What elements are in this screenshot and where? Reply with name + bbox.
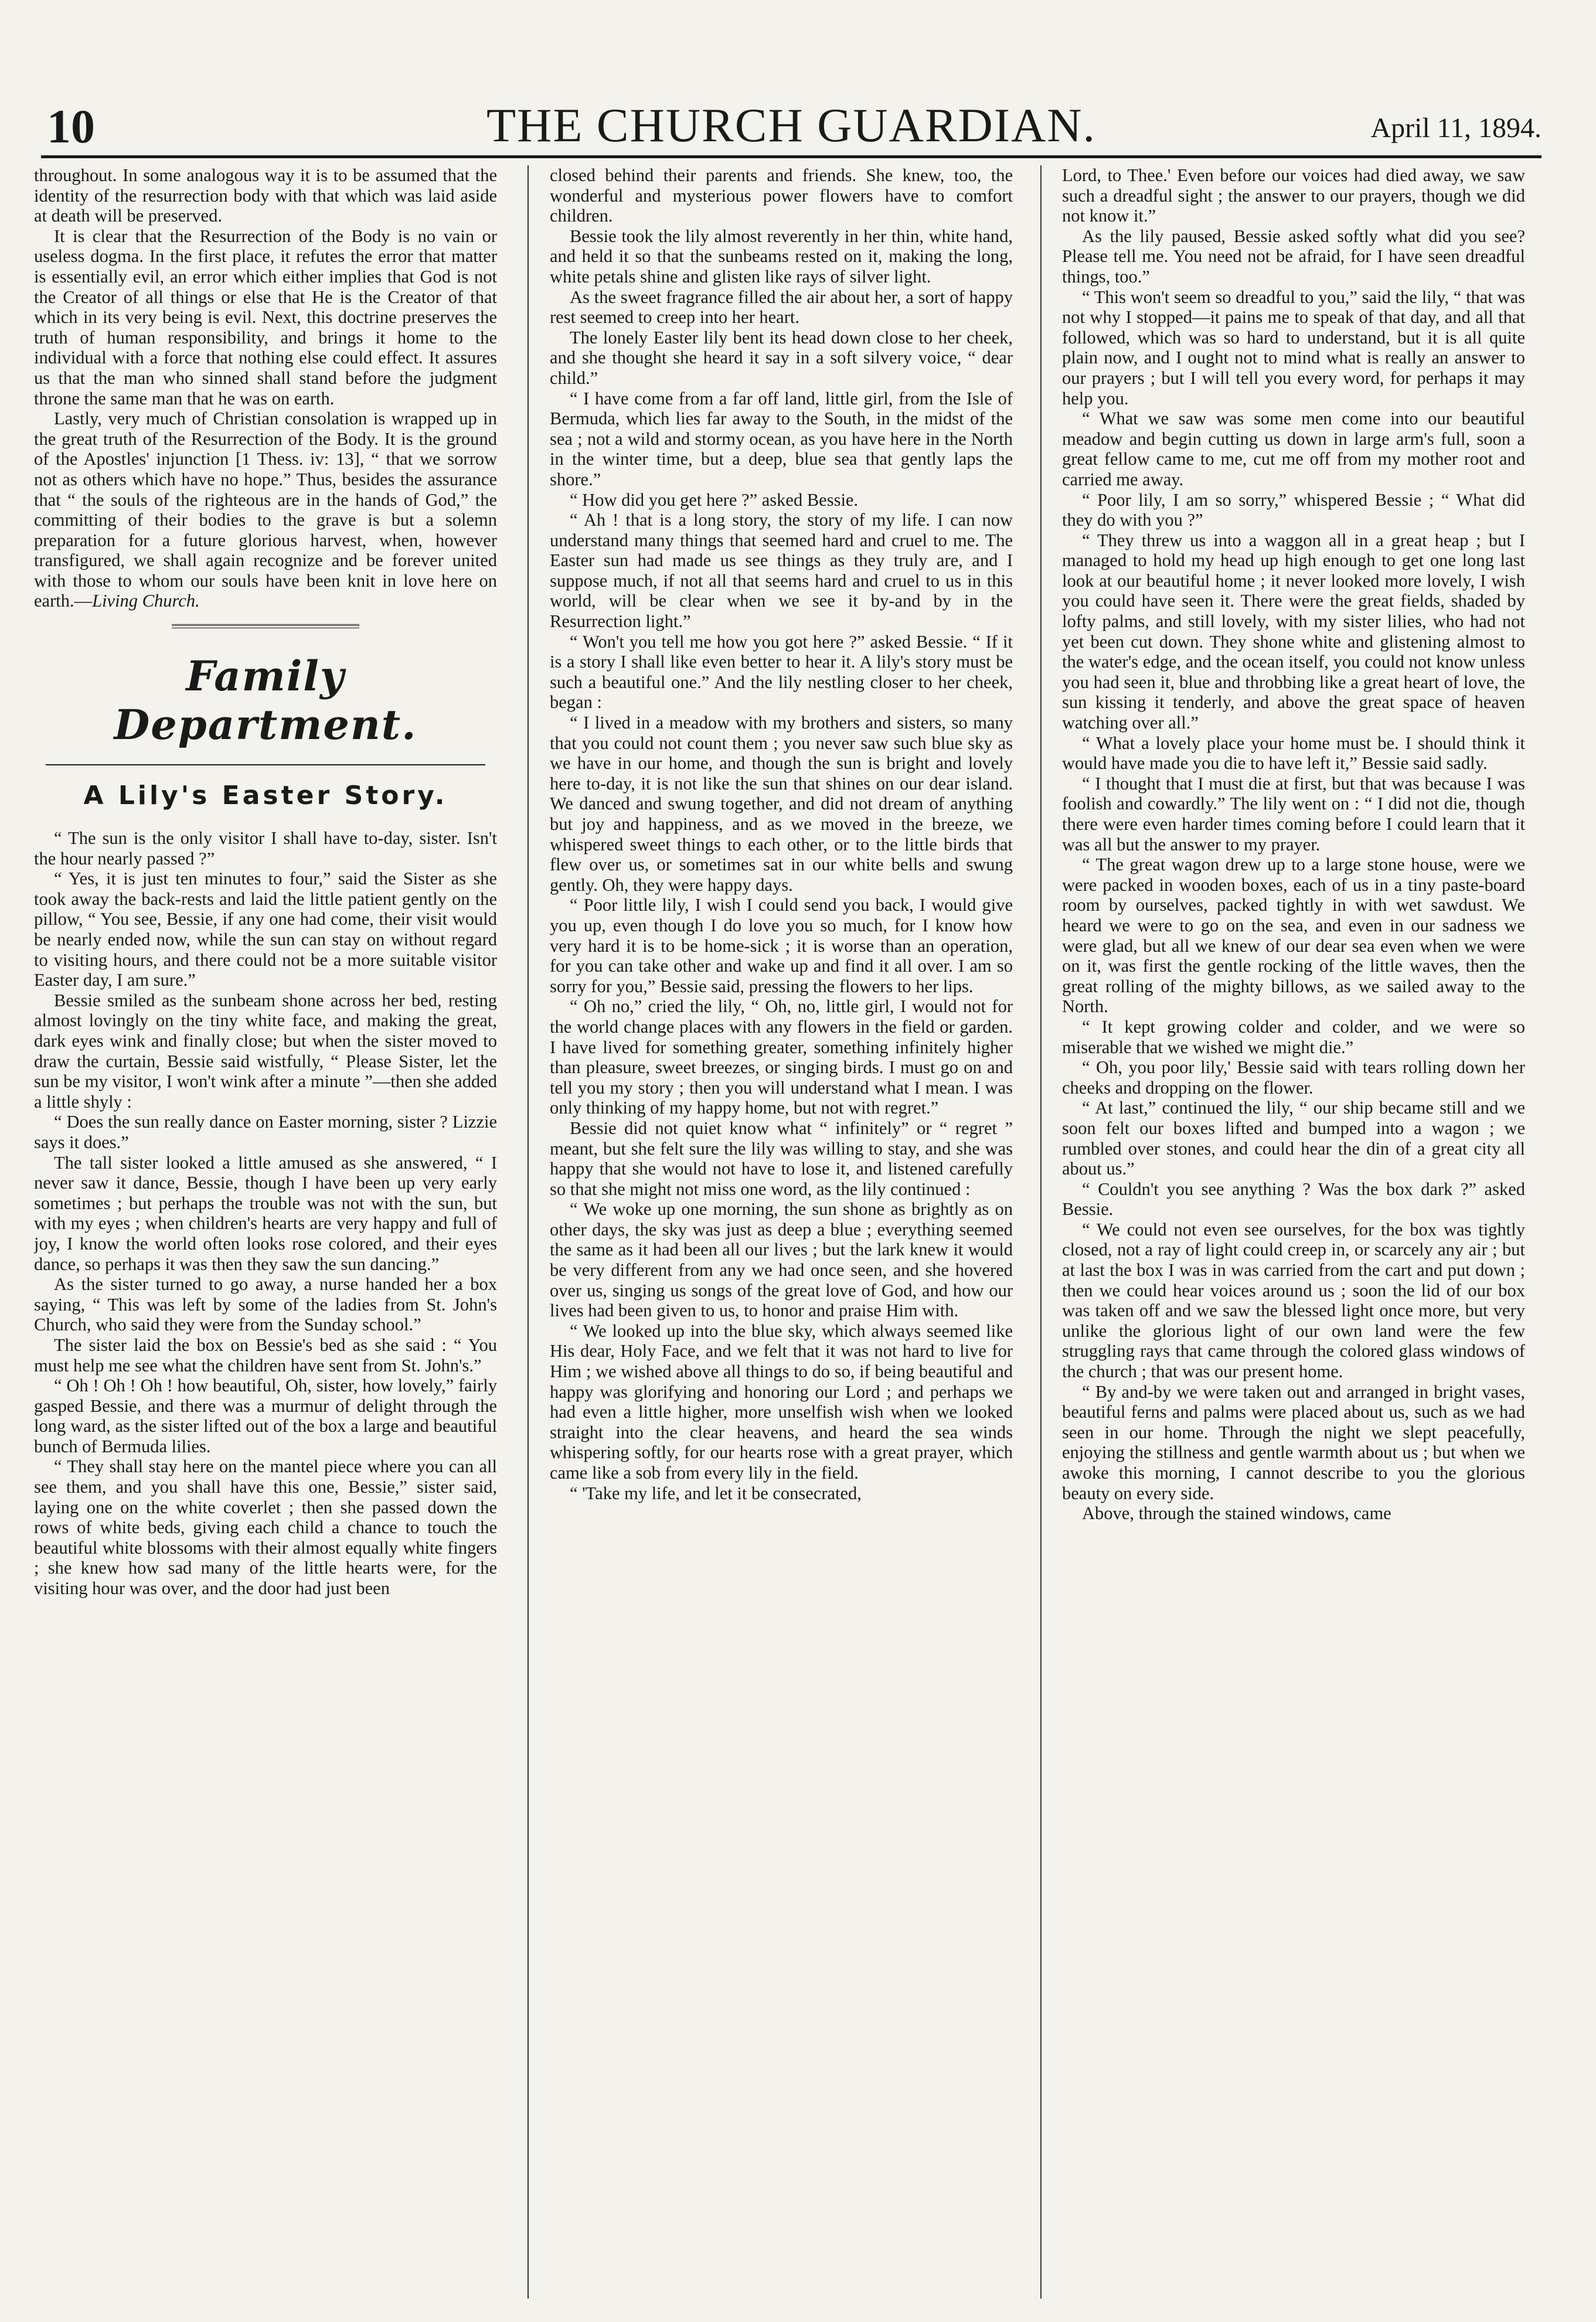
story-paragraph: “ They threw us into a waggon all in a great heap ; but I managed to hold my head up high enough to get one long last look at our beautiful home ; it never looked more lovely, I wish you could have seen it. There were the great fields, shaded by lofty palms, and still lovely, with my sister lilies, who had not yet been cut down. They shone white and glistening almost to the water's edge, and the ocean itself, you could not know unless you had seen it, blue and throbbing like a great heart of love, the sun kissing it tenderly, and above the great space of heaven watching over all.”	[1062, 530, 1525, 733]
story-paragraph: The sister laid the box on Bessie's bed as she said : “ You must help me see what the children have sent from St. John's.”	[34, 1334, 497, 1376]
story-paragraph: “ Yes, it is just ten minutes to four,” said the Sister as she took away the back-rests and laid the little patient gently on the pillow, “ You see, Bessie, if any one had come, their visit would be nearly ended now, while the sun can stay on without regard to visiting hours, and there could not be a more suitable visitor Easter day, I am sure.”	[34, 869, 497, 990]
header-rule	[41, 155, 1541, 158]
article-source: Living Church.	[92, 591, 200, 611]
story-paragraph: “ What a lovely place your home must be. I should think it would have made you die to have left it,” Bessie said sadly.	[1062, 733, 1525, 774]
story-paragraph: “ Does the sun really dance on Easter morning, sister ? Lizzie says it does.”	[34, 1112, 497, 1152]
section-rule	[46, 764, 485, 765]
story-paragraph: “ I thought that I must die at first, but that was because I was foolish and cowardly.” The lily went on : “ I did not die, though there were even harder times coming before I could learn that it was all but the answer to my prayer.	[1062, 773, 1525, 854]
column-divider	[1040, 165, 1042, 2299]
article-paragraph-text: Lastly, very much of Christian consolation is wrapped up in the great truth of the Resurrection of the Body. It is the ground of the Apostles' injunction [1 Thess. iv: 13], “ that we sorrow not as others which have no hope.” Thus, besides the assurance that “ the souls of the righteous are in the hands of God,” the committing of their bodies to the grave is but a solemn preparation for a future glorious harvest, when, however transfigured, we shall again recognize and be forever united with those to whom our souls have been knit in love here on earth.—	[34, 408, 497, 611]
page-number: 10	[47, 100, 95, 153]
story-paragraph: Above, through the stained windows, came	[1082, 1503, 1391, 1524]
story-paragraph: “ I lived in a meadow with my brothers and sisters, so many that you could not count them ; you never saw such blue sky as we have in our home, and though the sun is bright and lovely here to-day, it is not like the sun that shines on our dear island. We danced and swung together, and did not dream of anything but joy and happiness, and as we moved in the breeze, we whispered sweet things to each other, or to the little birds that flew over us, or sometimes sat in our white bells and swung gently. Oh, they were happy days.	[550, 713, 1013, 895]
story-paragraph: “ Oh no,” cried the lily, “ Oh, no, little girl, I would not for the world change places with any flowers in the field or garden. I have lived for something greater, something infinitely higher than pleasure, sweet breezes, or singing birds. I must go on and tell you my story ; then you will understand what I mean. I was only thinking of my happy home, but not with regret.”	[550, 996, 1013, 1118]
story-title: A Lily's Easter Story.	[83, 781, 448, 811]
story-paragraph: “ Couldn't you see anything ? Was the box dark ?” asked Bessie.	[1062, 1179, 1525, 1220]
story-paragraph: The lonely Easter lily bent its head down close to her cheek, and she thought she heard it say in a soft silvery voice, “ dear child.”	[550, 327, 1013, 388]
story-paragraph: “ It kept growing colder and colder, and we were so miserable that we wished we might die.”	[1062, 1016, 1525, 1057]
story-paragraph: “ Ah ! that is a long story, the story of my life. I can now understand many things that seemed hard and cruel to me. The Easter sun had made us see things as they truly are, and I suppose much, if not all that seems hard and cruel to us in this world, will be clear when we see it by-and by in the Resurrection light.”	[550, 510, 1013, 632]
page-header	[41, 85, 1541, 153]
story-paragraph: “ How did you get here ?” asked Bessie.	[570, 489, 859, 510]
column-1	[34, 165, 497, 2310]
story-paragraph: “ This won't seem so dreadful to you,” said the lily, “ that was not why I stopped—it pains me to speak of that day, and all that followed, which was so hard to understand, but it is all quite plain now, and I ought not to mind what is really an answer to our prayers ; but I will tell you every word, for perhaps it may help you.	[1062, 287, 1525, 408]
article-paragraph: throughout. In some analogous way it is to be assumed that the identity of the resurrection body with that which was laid aside at death will be preserved.	[34, 165, 497, 226]
story-paragraph: “ We woke up one morning, the sun shone as brightly as on other days, the sky was just as deep a blue ; everything seemed the same as it had been all our lives ; but the lark knew it would be very different from any we had once seen, and she hovered over us, singing us songs of the great love of God, and how our lives had been given to us, to honor and praise Him with.	[550, 1199, 1013, 1321]
story-paragraph: “ Poor little lily, I wish I could send you back, I would give you up, even though I do love you so much, for I know how very hard it is to be home-sick ; it is worse than an operation, for you can take other and wake up and find it all over. I am so sorry for you,” Bessie said, pressing the flowers to her lips.	[550, 895, 1013, 996]
story-paragraph: “ Won't you tell me how you got here ?” asked Bessie. “ If it is a story I shall like even better to hear it. A lily's story must be such a beautiful one.” And the lily nestling closer to her cheek, began :	[550, 631, 1013, 713]
story-paragraph: “ We looked up into the blue sky, which always seemed like His dear, Holy Face, and we felt that it was not hard to live for Him ; we wished above all things to do so, if being beautiful and happy was glorifying and honoring our Lord ; and perhaps we had even a little higher, more unselfish wish when we looked straight into the clear heavens, and heard the sea winds whispering softly, for our hearts rose with a great prayer, which came like a sob from every lily in the field.	[550, 1320, 1013, 1483]
masthead-title: THE CHURCH GUARDIAN.	[486, 98, 1096, 152]
story-paragraph: “ Poor lily, I am so sorry,” whispered Bessie ; “ What did they do with you ?”	[1062, 489, 1525, 530]
story-paragraph: As the lily paused, Bessie asked softly what did you see? Please tell me. You need not be afraid, for I have seen dreadful things, too.”	[1062, 226, 1525, 287]
issue-date: April 11, 1894.	[1370, 113, 1541, 144]
story-paragraph: As the sweet fragrance filled the air about her, a sort of happy rest seemed to creep into her heart.	[550, 287, 1013, 328]
story-paragraph: Bessie took the lily almost reverently in her thin, white hand, and held it so that the sunbeams rested on it, making the long, white petals shine and glisten like rays of silver light.	[550, 226, 1013, 287]
story-paragraph: Bessie smiled as the sunbeam shone across her bed, resting almost lovingly on the tiny white face, and making the great, dark eyes wink and finally close; but when the sister moved to draw the curtain, Bessie said wistfully, “ Please Sister, let the sun be my visitor, I won't wink after a minute ”—then she added a little shyly :	[34, 990, 497, 1112]
story-paragraph: “ I have come from a far off land, little girl, from the Isle of Bermuda, which lies far away to the South, in the midst of the sea ; not a wild and stormy ocean, as you have here in the North in the winter time, but a deep, blue sea that gently laps the shore.”	[550, 388, 1013, 489]
column-divider	[528, 165, 529, 2299]
story-paragraph: “ At last,” continued the lily, “ our ship became still and we soon felt our boxes lifted and bumped into a wagon ; we rumbled over stones, and could hear the din of a great city all about us.”	[1062, 1098, 1525, 1179]
story-paragraph: “ Oh, you poor lily,' Bessie said with tears rolling down her cheeks and dropping on the flower.	[1062, 1057, 1525, 1098]
column-3	[1062, 165, 1525, 2310]
story-paragraph: “ The great wagon drew up to a large stone house, were we were packed in wooden boxes, each of us in a tiny paste-board room by ourselves, packed tightly in with wet sawdust. We heard we were to go on the sea, and even in our sadness we were glad, but all we knew of our dear sea even when we were on it, was first the gentle rocking of the little waves, then the great rolling of the mighty billows, as we sailed away to the North.	[1062, 854, 1525, 1017]
story-paragraph: closed behind their parents and friends. She knew, too, the wonderful and mysterious power flowers have to comfort children.	[550, 165, 1013, 226]
story-paragraph: Lord, to Thee.' Even before our voices had died away, we saw such a dreadful sight ; the answer to our prayers, though we did not know it.”	[1062, 165, 1525, 226]
story-paragraph: “ Oh ! Oh ! Oh ! how beautiful, Oh, sister, how lovely,” fairly gasped Bessie, and there was a murmur of delight through the long ward, as the sister lifted out of the box a large and beautiful bunch of Bermuda lilies.	[34, 1376, 497, 1456]
article-paragraph-last	[34, 408, 497, 611]
section-rule	[172, 624, 359, 628]
story-paragraph: Bessie did not quiet know what “ infinitely” or “ regret ” meant, but she felt sure the lily was willing to stay, and she was happy that she would not have to lose it, and listened carefully so that she might not miss one word, as the lily continued :	[550, 1118, 1013, 1199]
story-paragraph: The tall sister looked a little amused as she answered, “ I never saw it dance, Bessie, though I have been up very early sometimes ; but perhaps the trouble was not with the sun, but with my eyes ; when children's hearts are very happy and full of joy, I know the world often looks rose colored, and their eyes dance, so perhaps it was then they saw the sun dancing.”	[34, 1152, 497, 1274]
column-2	[550, 165, 1013, 2310]
story-paragraph: “ They shall stay here on the mantel piece where you can all see them, and you shall have this one, Bessie,” sister said, laying one on the white coverlet ; then she passed down the rows of white beds, giving each child a chance to touch the beautiful white blossoms with their almost equally white fingers ; she knew how sad many of the little hearts were, for the visiting hour was over, and the door had just been	[34, 1456, 497, 1599]
section-title: Family Department.	[114, 652, 417, 750]
story-paragraph: “ 'Take my life, and let it be consecrated,	[570, 1483, 862, 1503]
story-paragraph: “ What we saw was some men come into our beautiful meadow and begin cutting us down in large arm's full, soon a great fellow came to me, cut me off from my mother root and carried me away.	[1062, 408, 1525, 489]
story-paragraph: “ We could not even see ourselves, for the box was tightly closed, not a ray of light could creep in, or scarcely any air ; but at last the box I was in was carried from the cart and put down ; then we could hear voices around us ; soon the lid of our box was taken off and we saw the blessed light once more, but very unlike the glorious light of our own land were the few struggling rays that came through the colored glass windows of the church ; that was our present home.	[1062, 1219, 1525, 1382]
story-paragraph: “ By and-by we were taken out and arranged in bright vases, beautiful ferns and palms were placed about us, such as we had seen in our home. Through the night we slept peacefully, enjoying the stillness and gentle warmth about us ; but when we awoke this morning, I cannot describe to you the glorious beauty on every side.	[1062, 1381, 1525, 1503]
story-paragraph: “ The sun is the only visitor I shall have to-day, sister. Isn't the hour nearly passed ?”	[34, 828, 497, 869]
story-paragraph: As the sister turned to go away, a nurse handed her a box saying, “ This was left by some of the ladies from St. John's Church, who said they were from the Sunday school.”	[34, 1274, 497, 1335]
article-paragraph: It is clear that the Resurrection of the Body is no vain or useless dogma. In the first place, it refutes the error that matter is essentially evil, an error which either implies that God is not the Creator of all things or else that He is the Creator of that which in its very being is evil. Next, this doctrine preserves the truth of human responsibility, and brings it home to the individual with a force that nothing else could effect. It assures us that the man who sinned shall stand before the judgment throne the same man that he was on earth.	[34, 226, 497, 408]
